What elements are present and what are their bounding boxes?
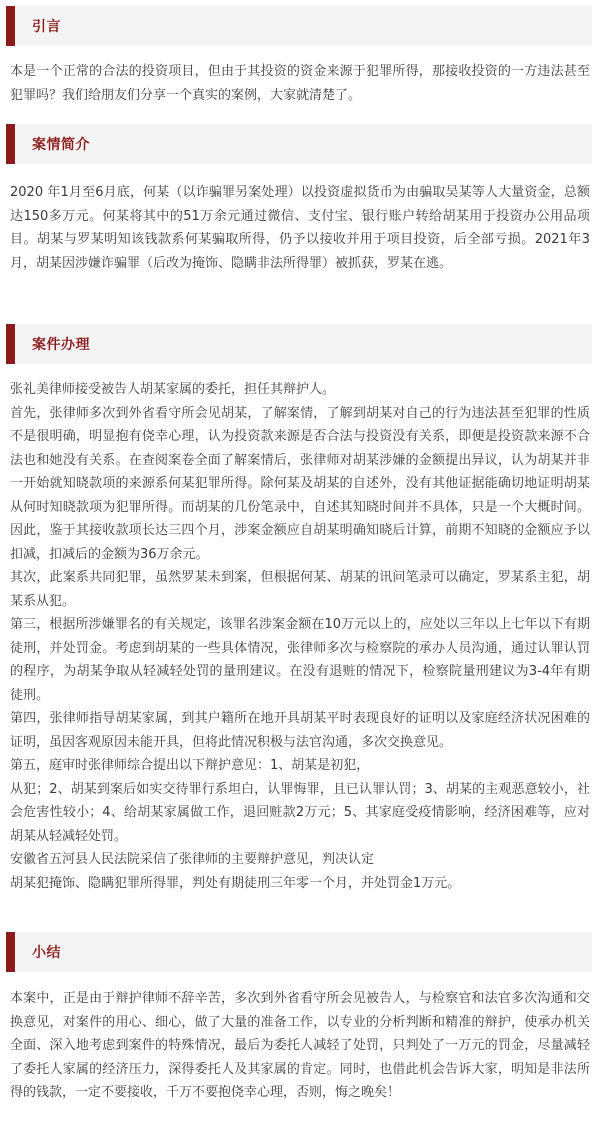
paragraph: 安徽省五河县人民法院采信了张律师的主要辩护意见，判决认定	[10, 852, 375, 867]
section-accent-bar	[6, 932, 15, 972]
paragraph: 首先，张律师多次到外省看守所会见胡某，了解案情，了解到胡某对自己的行为违法甚至犯罪的性质不是很明确，明显抱有侥幸心理，认为投资款来源是否合法与投资没有关系，即便是投资款来源不合法也和她没有关系。在查阅案卷全面了解案情后，张律师对胡某涉嫌的金额提出异议，认为胡某并非一开始就知晓款项的来源系何某犯罪所得。除何某及胡某的自述外，没有其他证据能确切地证明胡某从何时知晓款项为犯罪所得。而胡某的几份笔录中，自述其知晓时间并不具体，只是一个大概时间。因此，鉴于其接收款项长达三四个月，涉案金额应自胡某明确知晓后计算，前期不知晓的金额应予以扣减，扣减后的金额为36万余元。	[10, 405, 590, 562]
paragraph: 从犯；2、胡某到案后如实交待罪行系坦白，认罪悔罪，且已认罪认罚；3、胡某的主观恶意较小，社会危害性较小；4、给胡某家属做工作，退回赃款2万元；5、其家庭受疫情影响，经济困难等，应对胡某从轻减轻处罚。	[10, 781, 590, 844]
paragraph: 胡某犯掩饰、隐瞒犯罪所得罪，判处有期徒刑三年零一个月，并处罚金1万元。	[10, 875, 461, 891]
paragraph: 张礼美律师接受被告人胡某家属的委托，担任其辩护人。	[10, 382, 336, 397]
paragraph: 第五，庭审时张律师综合提出以下辩护意见：1、胡某是初犯，	[10, 758, 370, 773]
section-heading-case-summary: 案情简介	[32, 137, 90, 153]
section-header-intro	[6, 6, 592, 46]
section-heading-conclusion: 小结	[32, 945, 61, 961]
paragraph: 2020 年1月至6月底，何某（以诈骗罪另案处理）以投资虚拟货币为由骗取吴某等人大量资金，总额达150多万元。何某将其中的51万余元通过微信、支付宝、银行账户转给胡某用于投资办公用品项目。胡某与罗某明知该钱款系何某骗取所得，仍予以接收并用于项目投资，后全部亏损。2021年3月，胡某因涉嫌诈骗罪（后改为掩饰、隐瞒非法所得罪）被抓获，罗某在逃。	[10, 185, 590, 271]
paragraph: 第三，根据所涉嫌罪名的有关规定，该罪名涉案金额在10万元以上的，应处以三年以上七年以下有期徒刑，并处罚金。考虑到胡某的一些具体情况，张律师多次与检察院的承办人员沟通，通过认罪认罚的程序，为胡某争取从轻减轻处罚的量刑建议。在没有退赃的情况下，检察院量刑建议为3-4年有期徒刑。	[10, 617, 590, 703]
section-header-case-summary	[6, 124, 592, 164]
section-heading-case-handling: 案件办理	[32, 337, 90, 353]
section-accent-bar	[6, 6, 15, 46]
paragraph: 第四，张律师指导胡某家属，到其户籍所在地开具胡某平时表现良好的证明以及家庭经济状况困难的证明，虽因客观原因未能开具，但将此情况积极与法官沟通，多次交换意见。	[10, 711, 590, 750]
section-body-conclusion	[10, 987, 590, 1105]
section-header-case-handling	[6, 324, 592, 364]
section-heading-intro: 引言	[32, 19, 61, 35]
section-body-intro	[10, 60, 590, 107]
section-body-case-summary	[10, 181, 590, 275]
section-accent-bar	[6, 124, 15, 164]
paragraph: 本是一个正常的合法的投资项目，但由于其投资的资金来源于犯罪所得，那接收投资的一方违法甚至犯罪吗？我们给朋友们分享一个真实的案例，大家就清楚了。	[10, 64, 590, 103]
section-accent-bar	[6, 324, 15, 364]
paragraph: 其次，此案系共同犯罪，虽然罗某未到案，但根据何某、胡某的讯问笔录可以确定，罗某系主犯，胡某系从犯。	[10, 570, 590, 609]
paragraph: 本案中，正是由于辩护律师不辞辛苦，多次到外省看守所会见被告人，与检察官和法官多次沟通和交换意见，对案件的用心、细心，做了大量的准备工作，以专业的分析判断和精准的辩护，使承办机关全面、深入地考虑到案件的特殊情况，最后为委托人减轻了处罚，只判处了一万元的罚金，尽量减轻了委托人家属的经济压力，深得委托人及其家属的肯定。同时，也借此机会告诉大家，明知是非法所得的钱款，一定不要接收，千万不要抱侥幸心理，否则，悔之晚矣！	[10, 991, 590, 1100]
section-header-conclusion	[6, 932, 592, 972]
section-body-case-handling	[10, 378, 590, 895]
